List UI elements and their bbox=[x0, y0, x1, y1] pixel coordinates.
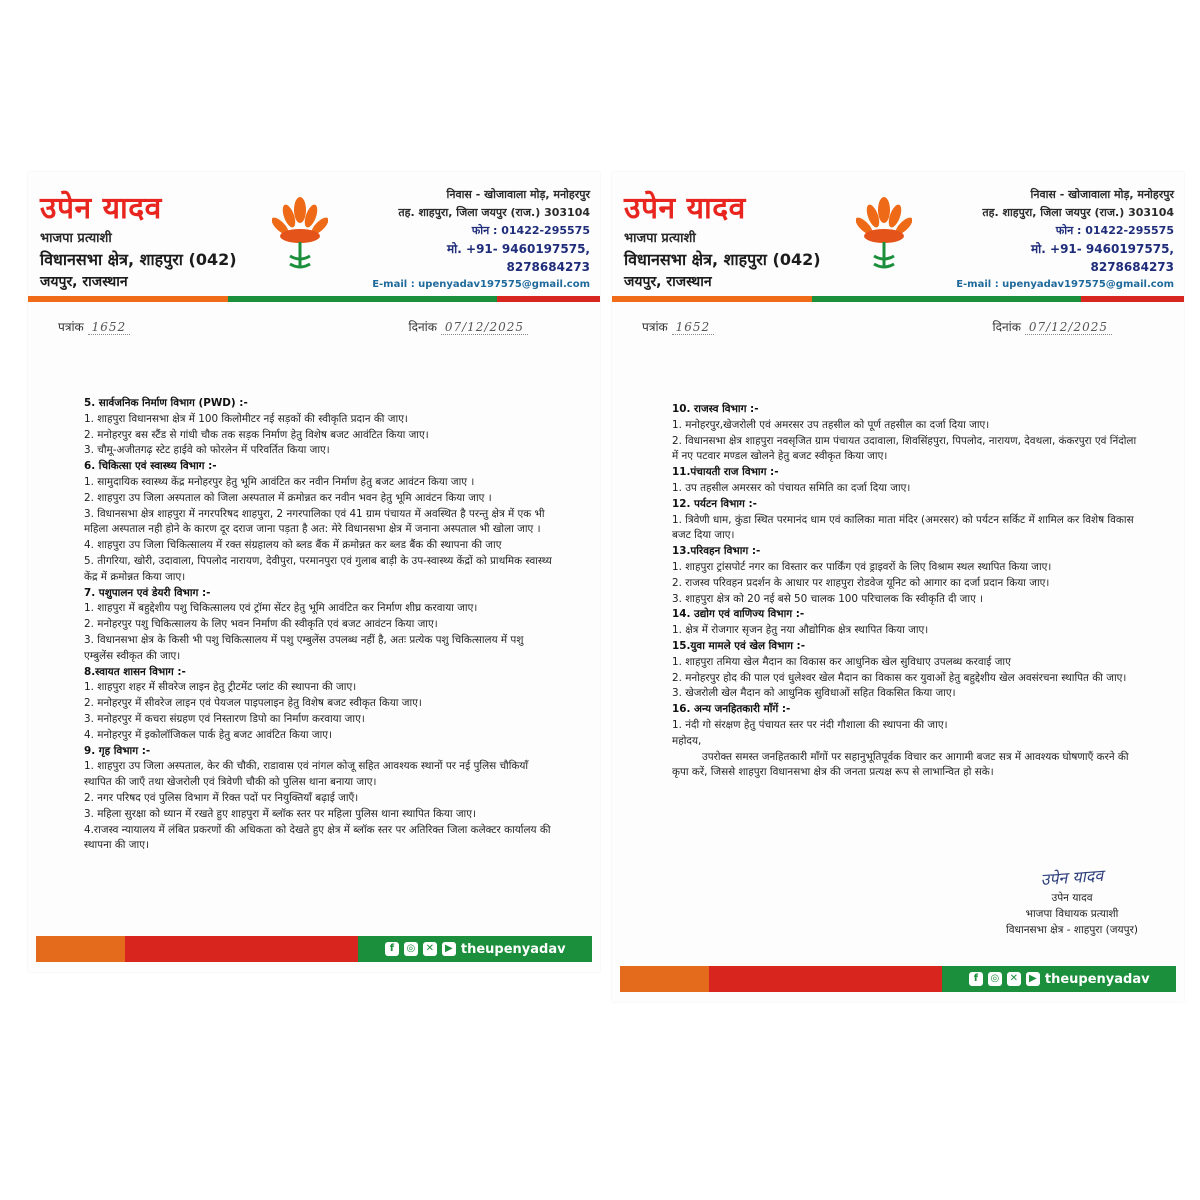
social-handle: theupenyadav bbox=[1044, 971, 1150, 987]
demand-item: 2. शाहपुरा उप जिला अस्पताल को जिला अस्पताल में क्रमोन्नत कर नवीन भवन हेतु भूमि आवंटन किया जाए । bbox=[84, 491, 492, 504]
demand-item: 1. उप तहसील अमरसर को पंचायत समिति का दर्जा दिया जाए। bbox=[672, 481, 911, 494]
candidate-role: भाजपा प्रत्याशी bbox=[40, 231, 112, 246]
address-line-2: तह. शाहपुरा, जिला जयपुर (राज.) 303104 bbox=[982, 206, 1174, 219]
demand-item: 2. नगर परिषद एवं पुलिस विभाग में रिक्त पदों पर नियुक्तियाँ बढ़ाई जाएँ। bbox=[84, 791, 359, 804]
salutation: महोदय, bbox=[672, 734, 702, 747]
department-section bbox=[672, 639, 1144, 702]
demand-item: 5. तीगरिया, खोरी, उदावाला, पिपलोद नारायण, देवीपुरा, परमानपुरा एवं गुलाब बाड़ी के उप-स्वास्थ्य केंद्रों को प्राथमिक स्वास्थ्य केंद्र में क्रमोन्नत किया जाए। bbox=[84, 554, 552, 583]
demand-item: 3. विधानसभा क्षेत्र के किसी भी पशु चिकित्सालय में पशु एम्बुलेंस उपलब्ध नहीं है, अतः प्रत्येक पशु चिकित्सालय में पशु एम्बुलेंस स्वीकृत की जाए। bbox=[84, 633, 524, 662]
date: दिनांक 07/12/2025 bbox=[993, 318, 1112, 335]
constituency: विधानसभा क्षेत्र, शाहपुरा (042) bbox=[624, 250, 821, 269]
department-section bbox=[672, 402, 1144, 465]
demand-item: 4. मनोहरपुर में इकोलॉजिकल पार्क हेतु बजट आवंटित किया जाए। bbox=[84, 728, 332, 741]
letterhead bbox=[28, 172, 600, 304]
letter-body bbox=[84, 396, 554, 854]
city: जयपुर, राजस्थान bbox=[40, 274, 128, 290]
phone: फोन : 01422-295575 bbox=[471, 224, 590, 237]
constituency: विधानसभा क्षेत्र, शाहपुरा (042) bbox=[40, 250, 237, 269]
mobile: मो. +91- 9460197575, 8278684273 bbox=[447, 242, 590, 274]
youtube-icon: ▶ bbox=[1026, 972, 1040, 986]
demand-item: 1. शाहपुरा ट्रांसपोर्ट नगर का विस्तार कर पार्किंग एवं ड्राइवरों के लिए विश्राम स्थल स्थापित किया जाए। bbox=[672, 560, 1052, 573]
section-title: 5. सार्वजनिक निर्माण विभाग (PWD) :- bbox=[84, 397, 248, 409]
demand-item: 2. मनोहरपुर पशु चिकित्सालय के लिए भवन निर्माण की स्वीकृति एवं बजट आवंटन किया जाए। bbox=[84, 618, 438, 631]
instagram-icon: ◎ bbox=[988, 972, 1002, 986]
section-title: 9. गृह विभाग :- bbox=[84, 744, 151, 757]
signature-block bbox=[972, 865, 1172, 938]
demand-item: 2. मनोहरपुर में सीवरेज लाइन एवं पेयजल पाइपलाइन हेतु विशेष बजट स्वीकृत किया जाए। bbox=[84, 697, 422, 710]
footer-band bbox=[620, 966, 1176, 992]
demand-item: 3. चौमू-अजीतगढ़ स्टेट हाईवे को फोरलेन में परिवर्तित किया जाए। bbox=[84, 444, 330, 457]
signatory-name: उपेन यादव bbox=[1051, 892, 1093, 904]
closing bbox=[672, 734, 1144, 781]
footer-band bbox=[36, 936, 592, 962]
demand-item: 1. शाहपुरा तमिया खेल मैदान का विकास कर आधुनिक खेल सुविधाए उपलब्ध करवाई जाए bbox=[672, 655, 1011, 668]
department-section bbox=[84, 744, 554, 855]
letter-page-right bbox=[612, 172, 1184, 1002]
section-title: 16. अन्य जनहितकारी माँगें :- bbox=[672, 703, 791, 716]
department-section bbox=[672, 702, 1144, 734]
ref-number: पत्रांक 1652 bbox=[58, 318, 130, 335]
date: दिनांक 07/12/2025 bbox=[409, 318, 528, 335]
mobile: मो. +91- 9460197575, 8278684273 bbox=[1031, 242, 1174, 274]
bjp-lotus-logo-icon bbox=[272, 196, 328, 278]
department-section bbox=[672, 607, 1144, 639]
candidate-name: उपेन यादव bbox=[624, 191, 746, 226]
demand-item: 3. विधानसभा क्षेत्र शाहपुरा में नगरपरिषद शाहपुरा, 2 नगरपालिका एवं 41 ग्राम पंचायत में अवस्थित है परन्तु क्षेत्र में एक भी महिला अस्पताल नही होने के कारण दूर दराज जाना पड़ता है अत: मेरे विधानसभा क्षेत्र में जनाना अस्पताल भी खोला जाए । bbox=[84, 507, 545, 536]
closing-paragraph: उपरोक्त समस्त जनहितकारी माँगों पर सहानुभूतिपूर्वक विचार कर आगामी बजट सत्र में आवश्यक घोषणाएँ करने की कृपा करें, जिससे शाहपुरा विधानसभा क्षेत्र की जनता प्रत्यक्ष रूप से लाभान्वित हो सके। bbox=[672, 750, 1129, 779]
candidate-name: उपेन यादव bbox=[40, 191, 162, 226]
social-handle: theupenyadav bbox=[460, 941, 566, 957]
ref-number: पत्रांक 1652 bbox=[642, 318, 714, 335]
x-icon: ✕ bbox=[423, 942, 437, 956]
demand-item: 3. शाहपुरा क्षेत्र को 20 नई बसे 50 चालक 100 परिचालक कि स्वीकृति दी जाए । bbox=[672, 592, 984, 605]
department-section bbox=[672, 465, 1144, 497]
letter-page-left bbox=[28, 172, 600, 972]
section-title: 11.पंचायती राज विभाग :- bbox=[672, 466, 779, 479]
demand-item: 1. सामुदायिक स्वास्थ्य केंद्र मनोहरपुर हेतु भूमि आवंटित कर नवीन निर्माण हेतु बजट आवंटन किया जाए । bbox=[84, 475, 475, 488]
handwritten-signature: उपेन यादव bbox=[1039, 865, 1104, 890]
social-bar bbox=[942, 966, 1176, 992]
contact-block bbox=[944, 186, 1174, 294]
demand-item: 4. शाहपुरा उप जिला चिकित्सालय में रक्त संग्रहालय को ब्लड बैंक में क्रमोन्नत कर ब्लड बैंक की स्थापना की जाए bbox=[84, 539, 502, 552]
demand-item: 2. मनोहरपुर होद की पाल एवं धुलेश्वर खेल मैदान का विकास कर युवाओं हेतु बहुद्देशीय खेल अवसंरचना स्थापित की जाए। bbox=[672, 671, 1127, 684]
section-title: 12. पर्यटन विभाग :- bbox=[672, 497, 757, 510]
tricolor-stripe bbox=[28, 296, 600, 302]
demand-item: 3. मनोहरपुर में कचरा संग्रहण एवं निस्तारण डिपो का निर्माण करवाया जाए। bbox=[84, 712, 365, 725]
demand-item: 1. नंदी गो संरक्षण हेतु पंचायत स्तर पर नंदी गौशाला की स्थापना की जाए। bbox=[672, 718, 948, 731]
facebook-icon: f bbox=[969, 972, 983, 986]
department-section bbox=[84, 396, 554, 459]
email: E-mail : upenyadav197575@gmail.com bbox=[956, 279, 1174, 290]
bjp-lotus-logo-icon bbox=[856, 196, 912, 278]
demand-item: 1. शाहपुरा विधानसभा क्षेत्र में 100 किलोमीटर नई सड़कों की स्वीकृति प्रदान की जाए। bbox=[84, 412, 408, 425]
section-title: 13.परिवहन विभाग :- bbox=[672, 545, 761, 558]
candidate-role: भाजपा प्रत्याशी bbox=[624, 231, 696, 246]
section-title: 14. उद्योग एवं वाणिज्य विभाग :- bbox=[672, 608, 805, 621]
demand-item: 1. शाहपुरा में बहुद्देशीय पशु चिकित्सालय एवं ट्रॉमा सेंटर हेतु भूमि आवंटित कर निर्माण शीघ्र करवाया जाए। bbox=[84, 602, 478, 615]
letter-body bbox=[672, 402, 1144, 781]
department-section bbox=[672, 497, 1144, 544]
signatory-title: भाजपा विधायक प्रत्याशी bbox=[1025, 908, 1119, 920]
address-line-2: तह. शाहपुरा, जिला जयपुर (राज.) 303104 bbox=[398, 206, 590, 219]
letterhead bbox=[612, 172, 1184, 304]
section-title: 6. चिकित्सा एवं स्वास्थ्य विभाग :- bbox=[84, 460, 217, 473]
demand-item: 1. त्रिवेणी धाम, कुंडा स्थित परमानंद धाम एवं कालिका माता मंदिर (अमरसर) को पर्यटन सर्किट में शामिल कर विशेष विकास बजट दिया जाए। bbox=[672, 513, 1134, 542]
demand-item: 3. खेजरोली खेल मैदान को आधुनिक सुविधाओं सहित विकसित किया जाए। bbox=[672, 687, 956, 700]
section-title: 8.स्वायत शासन विभाग :- bbox=[84, 665, 186, 678]
signatory-place: विधानसभा क्षेत्र - शाहपुरा (जयपुर) bbox=[1006, 924, 1138, 936]
youtube-icon: ▶ bbox=[442, 942, 456, 956]
tricolor-stripe bbox=[612, 296, 1184, 302]
x-icon: ✕ bbox=[1007, 972, 1021, 986]
city: जयपुर, राजस्थान bbox=[624, 274, 712, 290]
department-section bbox=[84, 459, 554, 585]
section-title: 7. पशुपालन एवं डेयरी विभाग :- bbox=[84, 586, 211, 599]
section-title: 10. राजस्व विभाग :- bbox=[672, 403, 759, 415]
facebook-icon: f bbox=[385, 942, 399, 956]
address-line-1: निवास - खोजावाला मोड़, मनोहरपुर bbox=[446, 188, 590, 201]
demand-item: 4.राजस्व न्यायालय में लंबित प्रकरणों की अधिकता को देखते हुए क्षेत्र में ब्लॉक स्तर पर अतिरिक्त जिला कलेक्टर कार्यालय की स्थापना की जाए। bbox=[84, 823, 551, 852]
email: E-mail : upenyadav197575@gmail.com bbox=[372, 279, 590, 290]
address-line-1: निवास - खोजावाला मोड़, मनोहरपुर bbox=[1030, 188, 1174, 201]
demand-item: 1. शाहपुरा शहर में सीवरेज लाइन हेतु ट्रीटमेंट प्लांट की स्थापना की जाए। bbox=[84, 681, 357, 694]
demand-item: 1. क्षेत्र में रोजगार सृजन हेतु नया औद्योगिक क्षेत्र स्थापित किया जाए। bbox=[672, 624, 929, 637]
section-title: 15.युवा मामले एवं खेल विभाग :- bbox=[672, 639, 806, 652]
social-bar bbox=[358, 936, 592, 962]
department-section bbox=[84, 586, 554, 665]
demand-item: 2. राजस्व परिवहन प्रदर्शन के आधार पर शाहपुरा रोडवेज यूनिट को आगार का दर्जा प्रदान किया जाए। bbox=[672, 576, 1050, 589]
demand-item: 1. शाहपुरा उप जिला अस्पताल, केर की चौकी, राडावास एवं नांगल कोजू सहित आवश्यक स्थानों पर नई पुलिस चौकियाँ स्थापित की जाएँ तथा खेजरोली एवं त्रिवेणी चौकी को पुलिस थाना बनाया जाए। bbox=[84, 760, 529, 789]
department-section bbox=[84, 665, 554, 744]
phone: फोन : 01422-295575 bbox=[1055, 224, 1174, 237]
instagram-icon: ◎ bbox=[404, 942, 418, 956]
demand-item: 2. मनोहरपुर बस स्टैंड से गांधी चौक तक सड़क निर्माण हेतु विशेष बजट आवंटित किया जाए। bbox=[84, 428, 429, 441]
demand-item: 3. महिला सुरक्षा को ध्यान में रखते हुए शाहपुरा में ब्लॉक स्तर पर महिला पुलिस थाना स्थापित किया जाए। bbox=[84, 807, 476, 820]
demand-item: 2. विधानसभा क्षेत्र शाहपुरा नवसृजित ग्राम पंचायत उदावाला, शिवसिंहपुरा, पिपलोद, नारायण, देवथला, कंकरपुरा एवं निंदोला में नए पटवार मण्डल खोलने हेतु बजट स्वीकृत किया जाए। bbox=[672, 434, 1137, 463]
demand-item: 1. मनोहरपुर,खेजरोली एवं अमरसर उप तहसील को पूर्ण तहसील का दर्जा दिया जाए। bbox=[672, 418, 990, 431]
contact-block bbox=[360, 186, 590, 294]
department-section bbox=[672, 544, 1144, 607]
